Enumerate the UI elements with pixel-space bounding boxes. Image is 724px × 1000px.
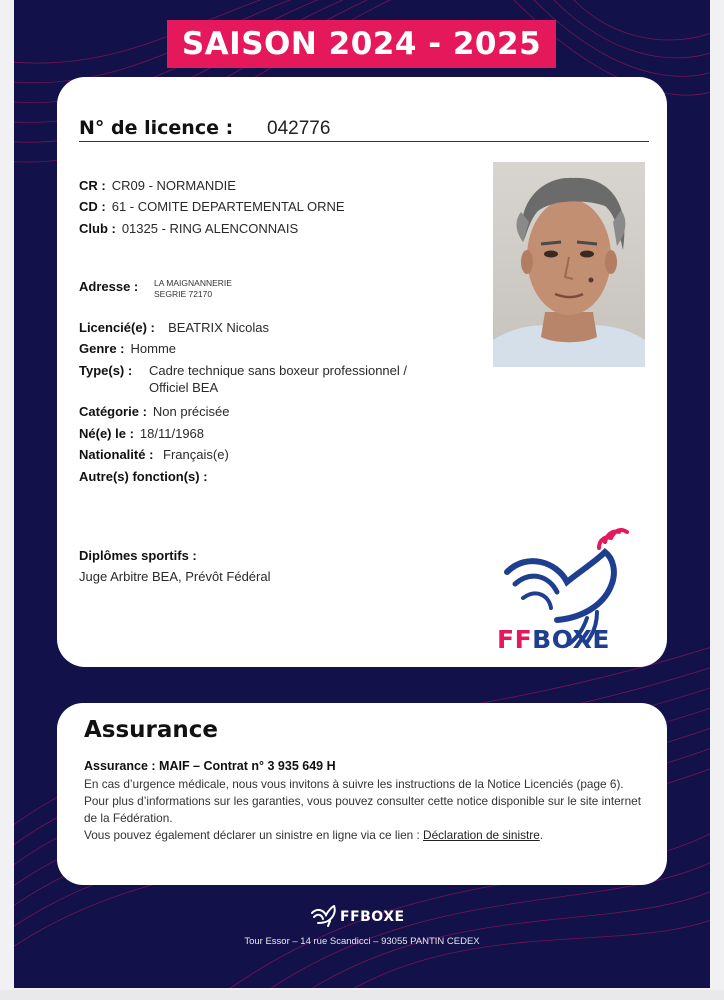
assurance-p3-text: Vous pouvez également déclarer un sinistre en ligne via ce lien : <box>84 828 424 842</box>
footer-logo-text: FFBOXE <box>340 909 405 925</box>
portrait-image <box>493 162 645 367</box>
diplomes-label-row <box>79 548 203 563</box>
footer-address: Tour Essor – 14 rue Scandicci – 93055 PANTIN CEDEX <box>244 936 480 947</box>
ffboxe-logo-text <box>497 625 610 654</box>
licence-card <box>57 77 667 667</box>
diplomes-value: Juge Arbitre BEA, Prévôt Fédéral <box>79 569 271 584</box>
assurance-title: Assurance <box>84 717 219 743</box>
assurance-paragraph-1: En cas d’urgence médicale, nous vous invitons à suivre les instructions de la Notice Licenciés (page 6). <box>84 777 624 791</box>
type-value <box>149 362 407 396</box>
birthdate-label: Né(e) le : <box>79 426 134 441</box>
nationalite-label: Nationalité : <box>79 447 154 462</box>
nationalite-row <box>79 447 229 462</box>
licencie-value: BEATRIX Nicolas <box>168 320 269 335</box>
assurance-card <box>57 703 667 885</box>
type-line2: Officiel BEA <box>149 380 219 395</box>
footer-rooster-icon <box>310 903 338 927</box>
cd-value: 61 - COMITE DEPARTEMENTAL ORNE <box>111 199 345 214</box>
assurance-subtitle: Assurance : MAIF – Contrat n° 3 935 649 H <box>84 759 336 773</box>
licence-number-label: N° de licence : <box>79 117 234 139</box>
logo-boxe: BOXE <box>532 625 610 654</box>
cd-row <box>79 199 345 214</box>
cd-label: CD : <box>79 199 106 214</box>
address-row <box>79 279 144 294</box>
licencie-label: Licencié(e) : <box>79 320 155 335</box>
licence-number-row <box>79 117 649 142</box>
cr-label: CR : <box>79 178 106 193</box>
declaration-sinistre-link[interactable]: Déclaration de sinistre <box>423 828 540 842</box>
genre-label: Genre : <box>79 341 125 356</box>
address-line2: SEGRIE 72170 <box>154 289 213 299</box>
page-edge <box>0 990 724 1000</box>
categorie-label: Catégorie : <box>79 404 147 419</box>
club-label: Club : <box>79 221 116 236</box>
genre-row <box>79 341 176 356</box>
logo-ff: FF <box>497 625 533 654</box>
assurance-p3-end: . <box>539 828 544 842</box>
birthdate-row <box>79 426 204 441</box>
autres-fonctions-row <box>79 469 214 484</box>
id-photo <box>493 162 645 367</box>
address-line1: LA MAIGNANNERIE <box>154 278 232 288</box>
licence-number-value: 042776 <box>267 118 331 139</box>
type-row <box>79 363 138 378</box>
genre-value: Homme <box>130 341 177 356</box>
birthdate-value: 18/11/1968 <box>139 426 205 441</box>
season-title: SAISON 2024 - 2025 <box>167 20 556 68</box>
licence-document <box>14 0 710 988</box>
assurance-paragraph-3 <box>84 827 641 844</box>
autres-fonctions-label: Autre(s) fonction(s) : <box>79 469 208 484</box>
categorie-row <box>79 404 230 419</box>
cr-row <box>79 178 236 193</box>
nationalite-value: Français(e) <box>163 447 229 462</box>
cr-value: CR09 - NORMANDIE <box>111 178 236 193</box>
address-label: Adresse : <box>79 279 139 294</box>
diplomes-label: Diplômes sportifs : <box>79 548 197 563</box>
type-label: Type(s) : <box>79 363 133 378</box>
type-line1: Cadre technique sans boxeur professionnel / <box>149 363 407 378</box>
assurance-paragraph-2: Pour plus d’informations sur les garanties, vous pouvez consulter cette notice disponible sur le site internet de la Fédération. <box>84 794 641 825</box>
licencie-row <box>79 320 269 335</box>
assurance-body <box>84 776 641 844</box>
club-row <box>79 221 298 236</box>
address-value <box>154 278 232 300</box>
club-value: 01325 - RING ALENCONNAIS <box>121 221 299 236</box>
categorie-value: Non précisée <box>152 404 230 419</box>
